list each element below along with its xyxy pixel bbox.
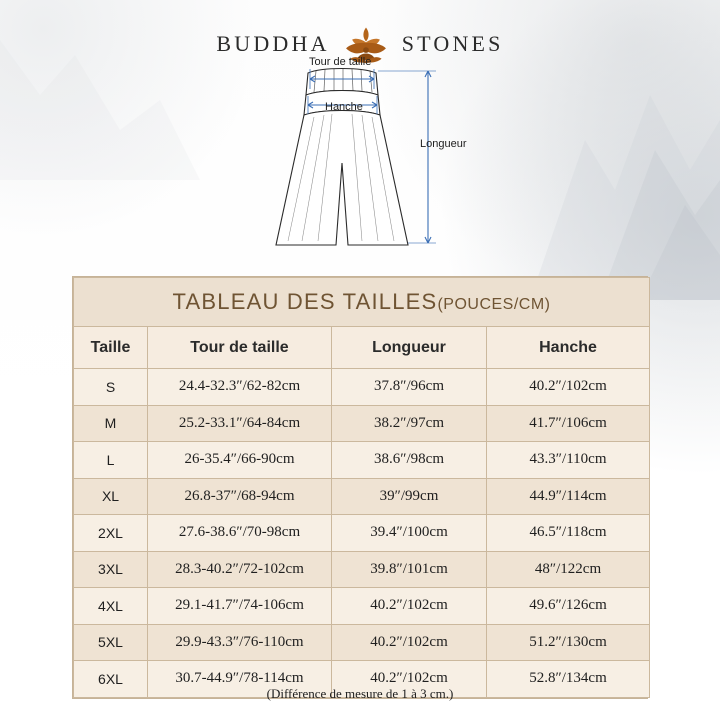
- cell-size: 3XL: [74, 551, 148, 588]
- table-row: [74, 588, 650, 625]
- cell-hip: 43.3″/110cm: [487, 442, 650, 479]
- cell-length: 40.2″/102cm: [332, 661, 487, 698]
- table-row: [74, 478, 650, 515]
- table-title-sub: (POUCES/CM): [437, 296, 551, 313]
- label-waist: Tour de taille: [309, 56, 372, 68]
- cell-size: 2XL: [74, 515, 148, 552]
- cell-length: 38.2″/97cm: [332, 405, 487, 442]
- cell-hip: 41.7″/106cm: [487, 405, 650, 442]
- cell-size: 4XL: [74, 588, 148, 625]
- table-row: [74, 551, 650, 588]
- cell-size: L: [74, 442, 148, 479]
- cell-hip: 51.2″/130cm: [487, 624, 650, 661]
- size-chart-table: [72, 276, 648, 699]
- brand-word-left: BUDDHA: [216, 31, 330, 56]
- table-title-row: [74, 278, 650, 327]
- cell-waist: 24.4-32.3″/62-82cm: [148, 369, 332, 406]
- cell-waist: 29.1-41.7″/74-106cm: [148, 588, 332, 625]
- cell-hip: 40.2″/102cm: [487, 369, 650, 406]
- cell-size: 6XL: [74, 661, 148, 698]
- cell-length: 40.2″/102cm: [332, 588, 487, 625]
- cell-waist: 28.3-40.2″/72-102cm: [148, 551, 332, 588]
- table-row: [74, 442, 650, 479]
- table-row: [74, 405, 650, 442]
- cell-length: 40.2″/102cm: [332, 624, 487, 661]
- cell-waist: 26-35.4″/66-90cm: [148, 442, 332, 479]
- table-row: [74, 624, 650, 661]
- cell-waist: 29.9-43.3″/76-110cm: [148, 624, 332, 661]
- column-header-waist: Tour de taille: [148, 327, 332, 369]
- cell-size: XL: [74, 478, 148, 515]
- cell-hip: 44.9″/114cm: [487, 478, 650, 515]
- cell-size: M: [74, 405, 148, 442]
- cell-length: 39.8″/101cm: [332, 551, 487, 588]
- column-header-length: Longueur: [332, 327, 487, 369]
- cell-length: 39.4″/100cm: [332, 515, 487, 552]
- cell-size: 5XL: [74, 624, 148, 661]
- table-row: [74, 369, 650, 406]
- cell-waist: 27.6-38.6″/70-98cm: [148, 515, 332, 552]
- column-header-hip: Hanche: [487, 327, 650, 369]
- label-length: Longueur: [420, 138, 467, 150]
- label-hip: Hanche: [325, 101, 363, 113]
- cell-size: S: [74, 369, 148, 406]
- cell-hip: 52.8″/134cm: [487, 661, 650, 698]
- table-row: [74, 515, 650, 552]
- cell-length: 39″/99cm: [332, 478, 487, 515]
- table-title-cell: [74, 278, 650, 327]
- cell-waist: 25.2-33.1″/64-84cm: [148, 405, 332, 442]
- measurement-footnote: (Différence de mesure de 1 à 3 cm.): [266, 686, 454, 701]
- column-header-size: Taille: [74, 327, 148, 369]
- cell-waist: 26.8-37″/68-94cm: [148, 478, 332, 515]
- table-title-main: TABLEAU DES TAILLES: [172, 289, 438, 314]
- cell-length: 38.6″/98cm: [332, 442, 487, 479]
- cell-length: 37.8″/96cm: [332, 369, 487, 406]
- cell-waist: 30.7-44.9″/78-114cm: [148, 661, 332, 698]
- cell-hip: 48″/122cm: [487, 551, 650, 588]
- cell-hip: 46.5″/118cm: [487, 515, 650, 552]
- cell-hip: 49.6″/126cm: [487, 588, 650, 625]
- table-header-row: [74, 327, 650, 369]
- brand-word-right: STONES: [401, 31, 504, 56]
- wide-leg-pants-diagram: [250, 55, 480, 270]
